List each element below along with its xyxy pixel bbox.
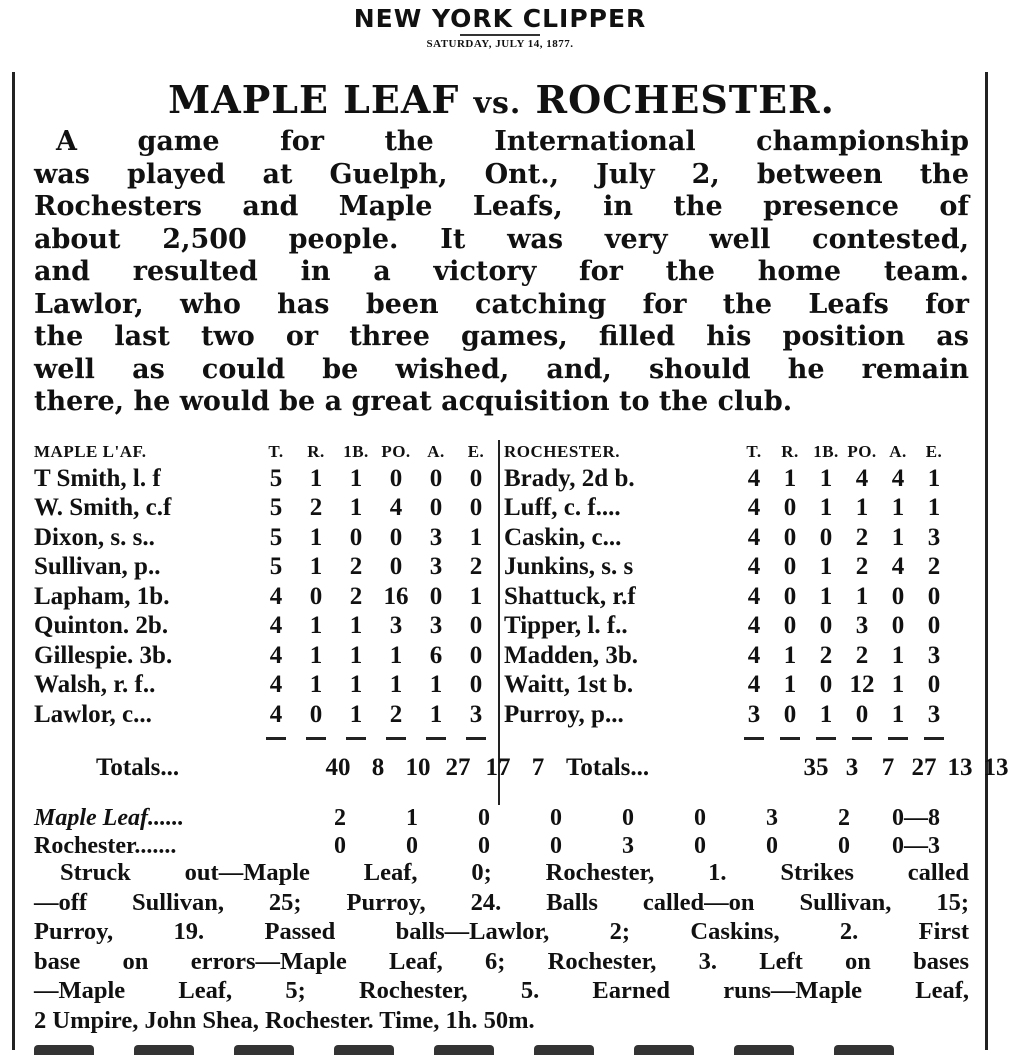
stat-cell: 1	[389, 671, 403, 699]
totals-row	[504, 748, 1009, 788]
total-cell: 27	[445, 753, 471, 781]
stat-cell: 4	[747, 641, 761, 669]
total-cell: 10	[405, 753, 431, 781]
stat-cell: 4	[269, 612, 283, 640]
player-row	[504, 553, 969, 583]
line-score-team: Rochester.......	[34, 832, 177, 859]
stat-cell: 0	[783, 523, 797, 551]
stat-cell: 0	[429, 494, 443, 522]
inning-runs: 0	[334, 832, 346, 859]
stat-cell: 1	[309, 612, 323, 640]
stat-cell: 2	[309, 494, 323, 522]
team-name-header: ROCHESTER.	[504, 442, 620, 461]
stat-cell: 2	[855, 641, 869, 669]
line-score-final: 0—3	[892, 832, 940, 859]
player-row	[34, 641, 497, 671]
stat-cell: 4	[747, 671, 761, 699]
stat-cell: 1	[309, 523, 323, 551]
stat-cell: 4	[891, 464, 905, 492]
inning-runs: 0	[766, 832, 778, 859]
stat-cell: 0	[819, 612, 833, 640]
stat-cell: 1	[819, 553, 833, 581]
inning-runs: 2	[838, 804, 850, 831]
inning-runs: 2	[334, 804, 346, 831]
stat-cell: 16	[383, 582, 409, 610]
stat-cell: 0	[783, 553, 797, 581]
stat-header: A.	[889, 442, 907, 461]
player-name: Brady, 2d b.	[504, 464, 635, 492]
summary-line: —Maple Leaf, 5; Rochester, 5. Earned runs—Maple Leaf,	[34, 977, 969, 1004]
player-row	[504, 582, 969, 612]
box-header-row	[504, 440, 969, 464]
player-name: Walsh, r. f..	[34, 671, 156, 699]
stat-cell: 0	[855, 700, 869, 728]
player-row	[34, 523, 497, 553]
player-name: Tipper, l. f..	[504, 612, 628, 640]
total-cell: 7	[531, 753, 545, 781]
totals-row	[34, 748, 545, 788]
stat-cell: 0	[819, 671, 833, 699]
player-row	[504, 494, 969, 524]
stat-cell: 0	[309, 582, 323, 610]
inning-runs: 0	[892, 804, 904, 831]
player-row	[34, 700, 497, 730]
total-cell: 13	[983, 753, 1009, 781]
line-score-row	[34, 804, 969, 832]
player-name: Quinton. 2b.	[34, 612, 169, 640]
total-cell: 13	[947, 753, 973, 781]
player-row	[504, 641, 969, 671]
stat-cell: 1	[927, 494, 941, 522]
totals-dash	[416, 737, 456, 740]
stat-cell: 3	[429, 523, 443, 551]
stat-cell: 3	[429, 612, 443, 640]
totals-dash	[256, 737, 296, 740]
stat-cell: 3	[855, 612, 869, 640]
stat-cell: 4	[747, 464, 761, 492]
inning-runs: 0	[406, 832, 418, 859]
inning-runs: 3	[622, 832, 634, 859]
player-row	[504, 700, 969, 730]
stat-cell: 4	[269, 700, 283, 728]
stat-cell: 4	[269, 641, 283, 669]
stat-cell: 1	[349, 671, 363, 699]
stat-cell: 1	[309, 641, 323, 669]
masthead	[0, 4, 1000, 50]
paragraph-line: A game for the International championship	[56, 126, 969, 157]
stat-cell: 0	[819, 523, 833, 551]
stat-cell: 5	[269, 464, 283, 492]
inning-runs: 1	[406, 804, 418, 831]
summary-line: Struck out—Maple Leaf, 0; Rochester, 1. Strikes called	[60, 859, 969, 886]
stat-cell: 0	[389, 523, 403, 551]
stat-cell: 3	[429, 553, 443, 581]
totals-dash-row	[34, 730, 497, 748]
stat-cell: 4	[747, 582, 761, 610]
stat-header: A.	[427, 442, 445, 461]
totals-dash	[296, 737, 336, 740]
next-article-cut-text	[34, 1040, 969, 1050]
totals-dash	[880, 737, 916, 740]
total-cell: 17	[485, 753, 511, 781]
stat-cell: 1	[309, 553, 323, 581]
stat-cell: 2	[819, 641, 833, 669]
stat-cell: 4	[747, 553, 761, 581]
stat-cell: 0	[927, 671, 941, 699]
stat-cell: 1	[349, 612, 363, 640]
paragraph-line: Lawlor, who has been catching for the Leafs for	[34, 288, 969, 320]
stat-cell: 3	[927, 641, 941, 669]
stat-cell: 2	[855, 523, 869, 551]
stat-cell: 0	[469, 671, 483, 699]
paragraph-line: there, he would be a great acquisition to the club.	[34, 386, 793, 417]
summary-line: —off Sullivan, 25; Purroy, 24. Balls called—on Sullivan, 15;	[34, 888, 969, 916]
total-cell: 7	[881, 753, 895, 781]
stat-cell: 0	[469, 494, 483, 522]
player-name: Dixon, s. s..	[34, 523, 155, 551]
inning-runs: 0	[622, 804, 634, 831]
stat-cell: 0	[309, 700, 323, 728]
stat-cell: 3	[927, 523, 941, 551]
team-total-runs: 3	[928, 832, 940, 859]
line-score	[34, 804, 969, 860]
stat-cell: 1	[891, 641, 905, 669]
box-header-row	[34, 440, 497, 464]
stat-cell: 4	[747, 494, 761, 522]
player-name: Gillespie. 3b.	[34, 641, 173, 669]
player-name: Lapham, 1b.	[34, 582, 170, 610]
stat-cell: 1	[429, 700, 443, 728]
player-name: T Smith, l. f	[34, 464, 161, 492]
summary-line: base on errors—Maple Leaf, 6; Rochester, 3. Left on bases	[34, 947, 969, 975]
total-cell: 27	[911, 753, 937, 781]
stat-cell: 1	[819, 464, 833, 492]
player-row	[504, 464, 969, 494]
column-rule-right	[985, 72, 988, 1050]
headline-versus: vs.	[473, 86, 522, 121]
stat-cell: 12	[849, 671, 875, 699]
total-cell: 40	[325, 753, 351, 781]
stat-cell: 2	[469, 553, 483, 581]
stat-cell: 2	[389, 700, 403, 728]
paragraph-line: Rochesters and Maple Leafs, in the presence of	[34, 191, 969, 222]
team-name-header: MAPLE L'AF.	[34, 442, 147, 461]
player-name: W. Smith, c.f	[34, 494, 172, 522]
issue-date: SATURDAY, JULY 14, 1877.	[426, 38, 574, 50]
stat-cell: 4	[269, 582, 283, 610]
stat-cell: 3	[927, 700, 941, 728]
totals-dash	[772, 737, 808, 740]
player-name: Luff, c. f....	[504, 494, 621, 522]
stat-cell: 1	[389, 641, 403, 669]
line-score-row	[34, 832, 969, 860]
stat-cell: 1	[783, 641, 797, 669]
masthead-ornament-rule	[460, 34, 540, 36]
player-row	[504, 671, 969, 701]
stat-cell: 0	[389, 553, 403, 581]
player-row	[504, 523, 969, 553]
stat-cell: 1	[891, 671, 905, 699]
inning-runs: 0	[694, 832, 706, 859]
stat-cell: 0	[783, 612, 797, 640]
player-name: Lawlor, c...	[34, 700, 152, 728]
total-cell: 3	[845, 753, 859, 781]
paragraph-line: and resulted in a victory for the home team.	[34, 256, 969, 287]
stat-cell: 5	[269, 553, 283, 581]
totals-label: Totals...	[566, 753, 650, 781]
stat-cell: 0	[783, 700, 797, 728]
summary-line: 2 Umpire, John Shea, Rochester. Time, 1h. 50m.	[34, 1006, 535, 1034]
stat-cell: 4	[891, 553, 905, 581]
totals-dash	[808, 737, 844, 740]
stat-cell: 1	[927, 464, 941, 492]
headline-team-home: MAPLE LEAF	[168, 77, 474, 122]
player-row	[34, 612, 497, 642]
stat-cell: 0	[927, 612, 941, 640]
stat-cell: 1	[349, 494, 363, 522]
inning-runs: 0	[550, 804, 562, 831]
stat-header: E.	[925, 442, 943, 461]
inning-runs: 0	[694, 804, 706, 831]
player-name: Madden, 3b.	[504, 641, 639, 669]
box-score-maple-leaf	[34, 440, 545, 788]
totals-dash	[456, 737, 496, 740]
stat-cell: 1	[349, 641, 363, 669]
stat-header: 1B.	[813, 442, 839, 461]
paragraph-line: well as could be wished, and, should he remain	[34, 353, 969, 385]
paragraph-line: the last two or three games, filled his position as	[34, 321, 969, 352]
stat-cell: 1	[819, 494, 833, 522]
player-row	[34, 671, 497, 701]
summary-line: Purroy, 19. Passed balls—Lawlor, 2; Caskins, 2. First	[34, 918, 969, 945]
stat-cell: 0	[891, 612, 905, 640]
stat-header: 1B.	[343, 442, 369, 461]
newspaper-name: NEW YORK CLIPPER	[353, 4, 647, 33]
stat-cell: 1	[891, 523, 905, 551]
stat-cell: 3	[747, 700, 761, 728]
stat-cell: 5	[269, 494, 283, 522]
stat-cell: 0	[927, 582, 941, 610]
paragraph-line: was played at Guelph, Ont., July 2, between the	[34, 158, 969, 190]
stat-cell: 1	[819, 582, 833, 610]
inning-runs: 0	[478, 804, 490, 831]
player-name: Sullivan, p..	[34, 553, 161, 581]
stat-cell: 4	[747, 523, 761, 551]
stat-cell: 1	[349, 464, 363, 492]
headline	[34, 78, 969, 126]
player-name: Caskin, c...	[504, 523, 622, 551]
stat-cell: 0	[429, 582, 443, 610]
totals-dash	[844, 737, 880, 740]
inning-runs: 0	[478, 832, 490, 859]
total-cell: 35	[803, 753, 829, 781]
stat-header: PO.	[847, 442, 877, 461]
stat-cell: 2	[927, 553, 941, 581]
player-name: Purroy, p...	[504, 700, 624, 728]
line-score-final: 0—8	[892, 804, 940, 831]
totals-dash	[376, 737, 416, 740]
stat-cell: 1	[855, 494, 869, 522]
totals-dash-row	[504, 730, 969, 748]
inning-runs: 3	[766, 804, 778, 831]
headline-team-away: ROCHESTER.	[521, 77, 835, 122]
box-score-rochester	[504, 440, 1009, 788]
stat-header: T.	[268, 442, 284, 461]
paragraph-line: about 2,500 people. It was very well contested,	[34, 223, 969, 255]
stat-header: E.	[467, 442, 485, 461]
stat-header: R.	[307, 442, 325, 461]
stat-cell: 1	[309, 464, 323, 492]
stat-cell: 4	[389, 494, 403, 522]
player-name: Shattuck, r.f	[504, 582, 636, 610]
stat-cell: 1	[349, 700, 363, 728]
stat-cell: 1	[783, 671, 797, 699]
stat-cell: 5	[269, 523, 283, 551]
stat-cell: 2	[349, 553, 363, 581]
player-row	[34, 494, 497, 524]
stat-cell: 1	[469, 523, 483, 551]
player-row	[34, 464, 497, 494]
inning-runs: 0	[892, 832, 904, 859]
stat-cell: 1	[855, 582, 869, 610]
stat-cell: 1	[429, 671, 443, 699]
stat-cell: 0	[469, 464, 483, 492]
stat-cell: 2	[855, 553, 869, 581]
player-name: Junkins, s. s	[504, 553, 634, 581]
stat-cell: 0	[469, 612, 483, 640]
totals-dash	[336, 737, 376, 740]
stat-cell: 0	[783, 494, 797, 522]
stat-header: PO.	[381, 442, 411, 461]
inning-runs: 0	[838, 832, 850, 859]
article-paragraph	[34, 126, 969, 419]
stat-cell: 2	[349, 582, 363, 610]
stat-header: T.	[746, 442, 762, 461]
stat-cell: 3	[469, 700, 483, 728]
article	[34, 78, 969, 419]
player-name: Waitt, 1st b.	[504, 671, 634, 699]
stat-cell: 3	[389, 612, 403, 640]
player-row	[34, 553, 497, 583]
stat-cell: 0	[389, 464, 403, 492]
column-rule-left	[12, 72, 15, 1050]
inning-runs: 0	[550, 832, 562, 859]
stat-cell: 4	[747, 612, 761, 640]
stat-cell: 0	[349, 523, 363, 551]
stat-cell: 0	[469, 641, 483, 669]
stat-cell: 0	[429, 464, 443, 492]
game-summary	[34, 858, 969, 1035]
stat-cell: 0	[891, 582, 905, 610]
stat-cell: 6	[429, 641, 443, 669]
totals-dash	[736, 737, 772, 740]
stat-cell: 1	[891, 494, 905, 522]
stat-cell: 0	[783, 582, 797, 610]
stat-cell: 1	[309, 671, 323, 699]
team-total-runs: 8	[928, 804, 940, 831]
stat-cell: 1	[469, 582, 483, 610]
player-row	[34, 582, 497, 612]
stat-cell: 1	[783, 464, 797, 492]
line-score-team: Maple Leaf......	[34, 804, 184, 831]
box-score-divider	[498, 440, 500, 805]
stat-cell: 4	[269, 671, 283, 699]
total-cell: 8	[371, 753, 385, 781]
stat-cell: 4	[855, 464, 869, 492]
stat-cell: 1	[819, 700, 833, 728]
stat-header: R.	[781, 442, 799, 461]
player-row	[504, 612, 969, 642]
totals-dash	[916, 737, 952, 740]
stat-cell: 1	[891, 700, 905, 728]
totals-label: Totals...	[96, 753, 180, 781]
